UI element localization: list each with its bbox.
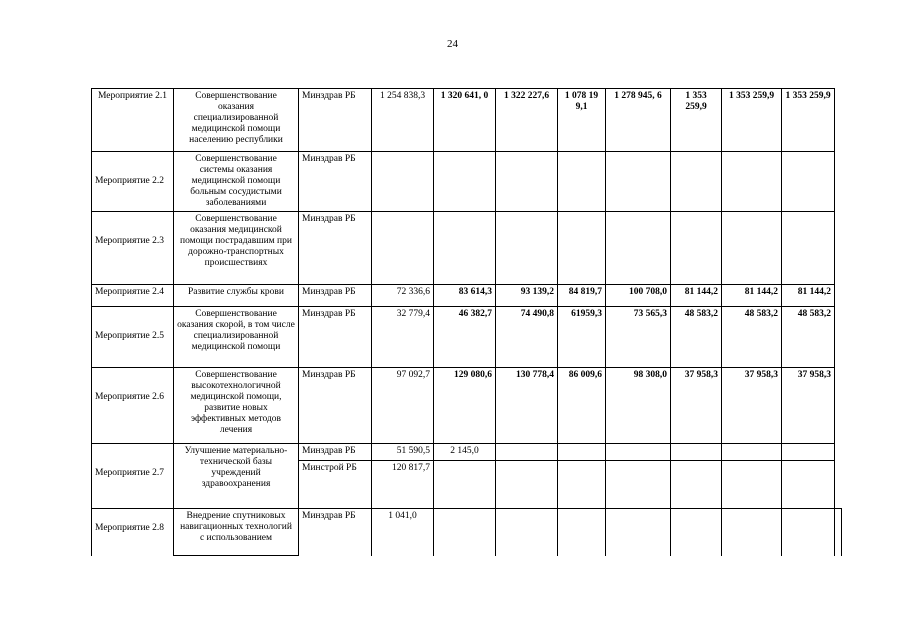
value-cell: 1 320 641, 0 bbox=[434, 89, 496, 152]
value-cell: 73 565,3 bbox=[606, 307, 671, 368]
value-cell: 32 779,4 bbox=[372, 307, 434, 368]
table-row bbox=[92, 212, 842, 285]
event-name-cell: Совершенствование высокотехнологичной медицинской помощи, развитие новых эффективных методов лечения bbox=[174, 368, 299, 444]
value-cell bbox=[782, 509, 835, 556]
value-cell: 120 817,7 bbox=[372, 461, 434, 509]
event-cell bbox=[92, 444, 174, 509]
value-cell bbox=[558, 212, 606, 285]
executor-cell: Минздрав РБ bbox=[299, 89, 372, 152]
executor-cell: Минздрав РБ bbox=[299, 368, 372, 444]
value-cell bbox=[434, 461, 496, 509]
value-cell bbox=[372, 152, 434, 212]
event-cell bbox=[92, 509, 174, 556]
event-cell: Мероприятие 2.4 bbox=[92, 285, 174, 307]
value-cell bbox=[671, 152, 722, 212]
value-cell bbox=[722, 212, 782, 285]
value-cell: 1 322 227,6 bbox=[496, 89, 558, 152]
value-cell: 81 144,2 bbox=[671, 285, 722, 307]
table-row bbox=[92, 307, 842, 368]
event-name-cell: Улучшение материально-технической базы учреждений здравоохранения bbox=[174, 444, 299, 509]
value-cell: 1 353 259,9 bbox=[782, 89, 835, 152]
value-cell bbox=[606, 212, 671, 285]
value-cell bbox=[496, 444, 558, 461]
value-cell: 130 778,4 bbox=[496, 368, 558, 444]
program-activities-table bbox=[91, 88, 842, 556]
value-cell bbox=[558, 152, 606, 212]
event-cell bbox=[92, 368, 174, 444]
page-number: 24 bbox=[447, 38, 458, 50]
value-cell: 37 958,3 bbox=[782, 368, 835, 444]
event-name-cell: Внедрение спутниковых навигационных технологий с использованием bbox=[174, 509, 299, 556]
value-cell: 48 583,2 bbox=[722, 307, 782, 368]
value-cell: 98 308,0 bbox=[606, 368, 671, 444]
value-cell: 48 583,2 bbox=[782, 307, 835, 368]
event-cell bbox=[92, 307, 174, 368]
value-cell bbox=[372, 212, 434, 285]
value-cell: 2 145,0 bbox=[434, 444, 496, 461]
event-cell: Мероприятие 2.1 bbox=[92, 89, 174, 152]
value-cell: 97 092,7 bbox=[372, 368, 434, 444]
value-cell: 100 708,0 bbox=[606, 285, 671, 307]
executor-cell: Минздрав РБ bbox=[299, 307, 372, 368]
value-cell bbox=[722, 444, 782, 461]
executor-cell: Минстрой РБ bbox=[299, 461, 372, 509]
table-row bbox=[92, 509, 842, 556]
event-cell bbox=[92, 212, 174, 285]
value-cell: 1 353 259,9 bbox=[722, 89, 782, 152]
value-cell bbox=[496, 461, 558, 509]
event-label: Мероприятие 2.7 bbox=[95, 468, 165, 478]
event-cell bbox=[92, 152, 174, 212]
value-cell bbox=[722, 509, 782, 556]
value-cell: 93 139,2 bbox=[496, 285, 558, 307]
value-cell: 81 144,2 bbox=[782, 285, 835, 307]
table-row bbox=[92, 89, 842, 152]
value-cell: 1 278 945, 6 bbox=[606, 89, 671, 152]
value-cell: 72 336,6 bbox=[372, 285, 434, 307]
event-name-cell: Развитие службы крови bbox=[174, 285, 299, 307]
executor-cell: Минздрав РБ bbox=[299, 509, 372, 556]
value-cell: 81 144,2 bbox=[722, 285, 782, 307]
table-row bbox=[92, 368, 842, 444]
executor-cell: Минздрав РБ bbox=[299, 152, 372, 212]
event-name-cell: Совершенствование системы оказания медицинской помощи больным сосудистыми заболеваниями bbox=[174, 152, 299, 212]
executor-cell: Минздрав РБ bbox=[299, 444, 372, 461]
table-row bbox=[92, 285, 842, 307]
value-cell bbox=[606, 444, 671, 461]
value-cell bbox=[558, 444, 606, 461]
value-cell bbox=[671, 461, 722, 509]
value-cell: 83 614,3 bbox=[434, 285, 496, 307]
event-label: Мероприятие 2.8 bbox=[95, 523, 165, 533]
value-cell bbox=[782, 152, 835, 212]
value-cell: 51 590,5 bbox=[372, 444, 434, 461]
value-cell bbox=[606, 509, 671, 556]
value-cell bbox=[782, 461, 835, 509]
value-cell bbox=[671, 444, 722, 461]
value-cell bbox=[722, 461, 782, 509]
value-cell bbox=[558, 509, 606, 556]
value-cell: 1 041,0 bbox=[372, 509, 434, 556]
event-label: Мероприятие 2.5 bbox=[95, 331, 165, 341]
event-label: Мероприятие 2.3 bbox=[95, 236, 165, 246]
event-name-cell: Совершенствование оказания скорой, в том числе специализированной медицинской помощи bbox=[174, 307, 299, 368]
value-cell: 46 382,7 bbox=[434, 307, 496, 368]
event-name-cell: Совершенствование оказания медицинской помощи пострадавшим при дорожно-транспортных происшествиях bbox=[174, 212, 299, 285]
executor-cell: Минздрав РБ bbox=[299, 212, 372, 285]
event-label: Мероприятие 2.6 bbox=[95, 392, 165, 402]
value-cell: 1 254 838,3 bbox=[372, 89, 434, 152]
value-cell bbox=[671, 509, 722, 556]
value-cell bbox=[496, 212, 558, 285]
event-name-cell: Совершенствование оказания специализированной медицинской помощи населению республики bbox=[174, 89, 299, 152]
value-cell bbox=[558, 461, 606, 509]
value-cell bbox=[496, 152, 558, 212]
value-cell: 1 353 259,9 bbox=[671, 89, 722, 152]
value-cell: 84 819,7 bbox=[558, 285, 606, 307]
table-row bbox=[92, 444, 842, 461]
value-cell bbox=[835, 509, 842, 556]
event-label: Мероприятие 2.2 bbox=[95, 176, 165, 186]
value-cell: 37 958,3 bbox=[722, 368, 782, 444]
value-cell: 129 080,6 bbox=[434, 368, 496, 444]
value-cell bbox=[434, 212, 496, 285]
value-cell bbox=[722, 152, 782, 212]
table-row bbox=[92, 152, 842, 212]
value-cell bbox=[671, 212, 722, 285]
value-cell: 48 583,2 bbox=[671, 307, 722, 368]
value-cell bbox=[434, 509, 496, 556]
value-cell: 61959,3 bbox=[558, 307, 606, 368]
value-cell: 37 958,3 bbox=[671, 368, 722, 444]
value-cell: 86 009,6 bbox=[558, 368, 606, 444]
value-cell bbox=[606, 152, 671, 212]
value-cell bbox=[496, 509, 558, 556]
value-cell: 1 078 19 9,1 bbox=[558, 89, 606, 152]
executor-cell: Минздрав РБ bbox=[299, 285, 372, 307]
value-cell: 74 490,8 bbox=[496, 307, 558, 368]
value-cell bbox=[606, 461, 671, 509]
value-cell bbox=[434, 152, 496, 212]
value-cell bbox=[782, 212, 835, 285]
value-cell bbox=[782, 444, 835, 461]
